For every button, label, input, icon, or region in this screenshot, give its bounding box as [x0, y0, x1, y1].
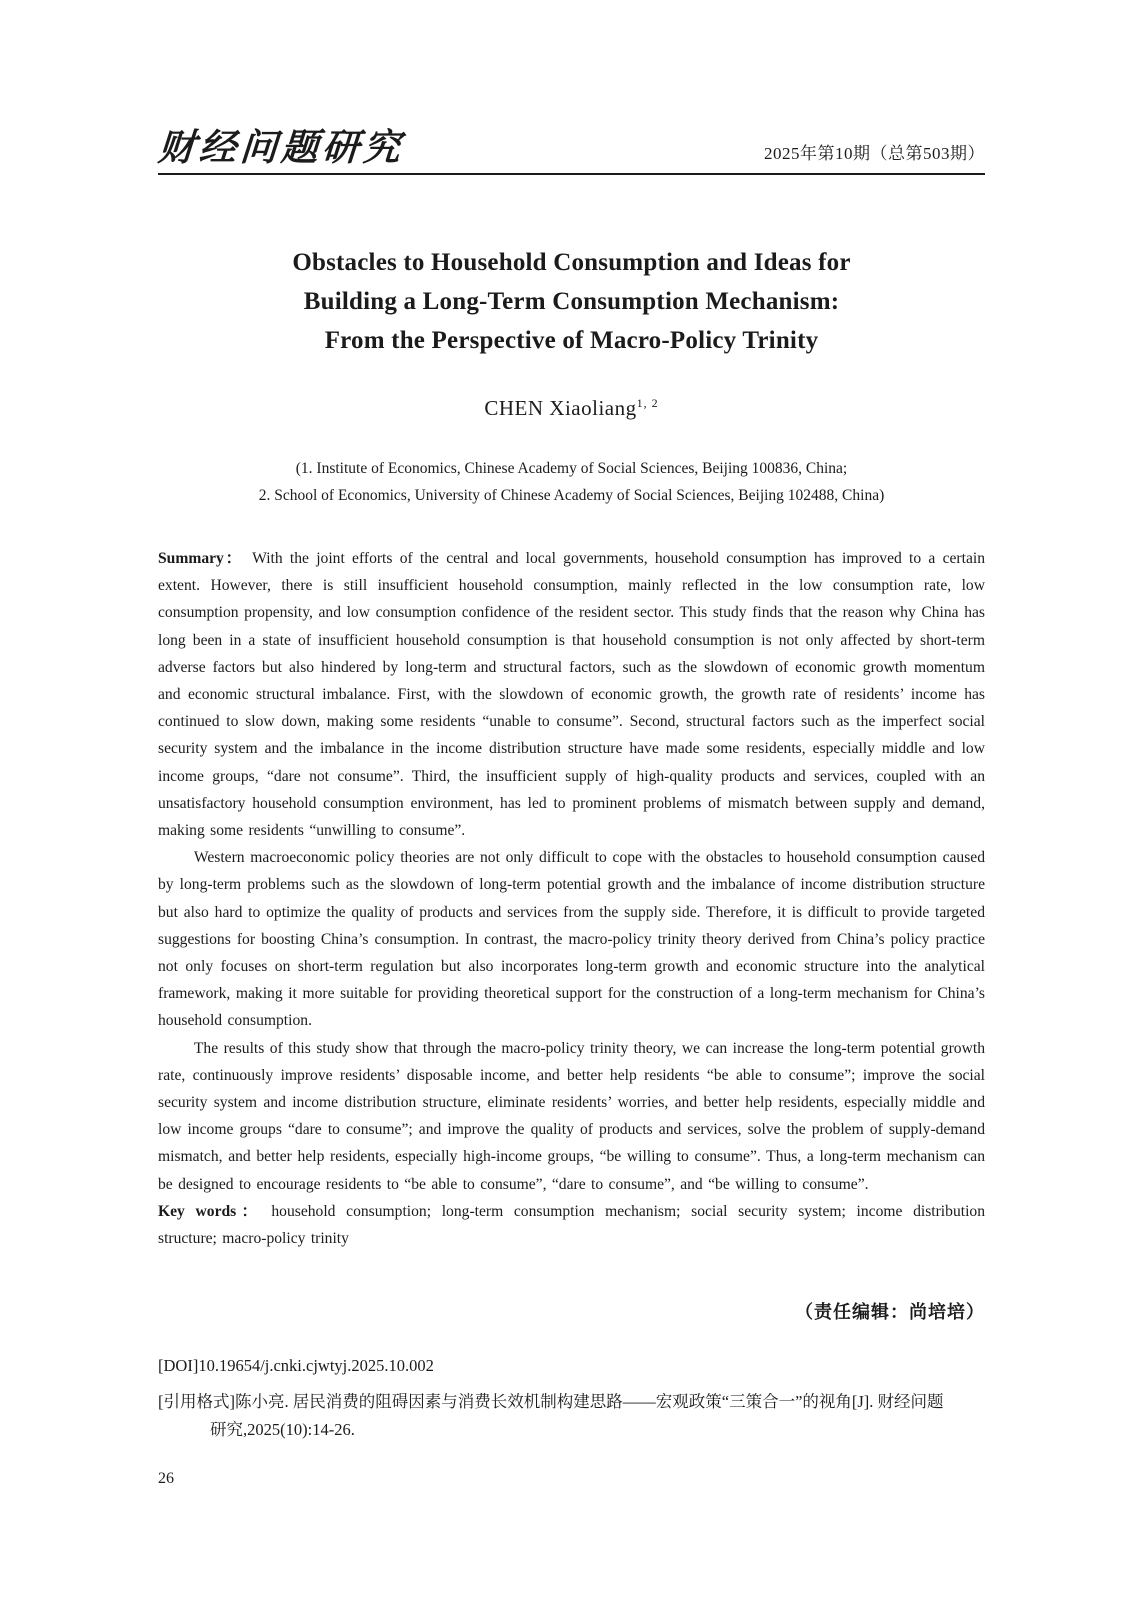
doi-line: [DOI]10.19654/j.cnki.cjwtyj.2025.10.002 [158, 1356, 434, 1376]
journal-logo: 财经问题研究 [156, 128, 406, 169]
summary-label: Summary： [158, 550, 244, 567]
page-number: 26 [158, 1470, 174, 1488]
keywords-paragraph [158, 1198, 985, 1252]
title-line-2: Building a Long-Term Consumption Mechanism: [303, 288, 840, 315]
editor-note: （责任编辑：尚培培） [795, 1302, 985, 1323]
reference-block [158, 1352, 985, 1444]
affiliations [158, 455, 985, 509]
abstract-body [158, 545, 985, 1252]
masthead [158, 130, 985, 175]
author-name: CHEN Xiaoliang [484, 396, 637, 420]
summary-paragraph-2: Western macroeconomic policy theories are not only difficult to cope with the obstacles to household consumption caused by long-term problems such as the slowdown of long-term potential growth and the imbalance of income distribution structure but also hard to optimize the quality of products and services from the supply side. Therefore, it is difficult to provide targeted suggestions for boosting China’s consumption. In contrast, the macro-policy trinity theory derived from China’s policy practice not only focuses on short-term regulation but also incorporates long-term growth and economic structure into the analytical framework, making it more suitable for providing theoretical support for the construction of a long-term mechanism for China’s household consumption. [158, 849, 985, 1030]
keywords-text: household consumption; long-term consumption mechanism; social security system; income distribution structure; macro-policy trinity [158, 1202, 985, 1248]
summary-paragraph [158, 545, 985, 844]
affiliation-line-1: (1. Institute of Economics, Chinese Academy of Social Sciences, Beijing 100836, China; [295, 460, 848, 477]
title-line-3: From the Perspective of Macro-Policy Trinity [324, 327, 819, 354]
citation-line-2: 研究,2025(10):14-26. [210, 1420, 355, 1440]
summary-paragraph-3: The results of this study show that through the macro-policy trinity theory, we can increase the long-term potential growth rate, continuously improve residents’ disposable income, and better help residents “be able to consume”; improve the social security system and income distribution structure, eliminate residents’ worries, and better help residents, especially middle and low income groups “dare to consume”; and improve the quality of products and services, solve the problem of supply-demand mismatch, and better help residents, especially high-income groups, “be willing to consume”. Thus, a long-term mechanism can be designed to encourage residents to “be able to consume”, “dare to consume”, and “be willing to consume”. [158, 1039, 985, 1193]
author-superscript: 1, 2 [636, 396, 659, 410]
affiliation-line-2: 2. School of Economics, University of Chinese Academy of Social Sciences, Beijing 102488, China) [258, 487, 885, 504]
citation-line-1: [引用格式]陈小亮. 居民消费的阻碍因素与消费长效机制构建思路——宏观政策“三策合一”的视角[J]. 财经问题 [158, 1392, 944, 1412]
summary-text-1: With the joint efforts of the central and local governments, household consumption has improved to a certain extent. However, there is still insufficient household consumption, mainly reflected in the low consumption rate, low consumption propensity, and low consumption confidence of the resident sector. This study finds that the reason why China has long been in a state of insufficient household consumption is that household consumption is not only affected by short-term adverse factors but also hindered by long-term and structural factors, such as the slowdown of economic growth momentum and economic structural imbalance. First, with the slowdown of economic growth, the growth rate of residents’ income has continued to slow down, making some residents “unable to consume”. Second, structural factors such as the imperfect social security system and the imbalance in the income distribution structure have made some residents, especially middle and low income groups, “dare not consume”. Third, the insufficient supply of high-quality products and services, coupled with an unsatisfactory household consumption environment, has led to prominent problems of mismatch between supply and demand, making some residents “unwilling to consume”. [158, 550, 985, 840]
article-title [158, 243, 985, 360]
issue-info: 2025年第10期（总第503期） [764, 144, 985, 163]
author-line [158, 396, 985, 421]
keywords-label: Key words： [158, 1202, 263, 1220]
title-line-1: Obstacles to Household Consumption and Ideas for [292, 249, 851, 276]
